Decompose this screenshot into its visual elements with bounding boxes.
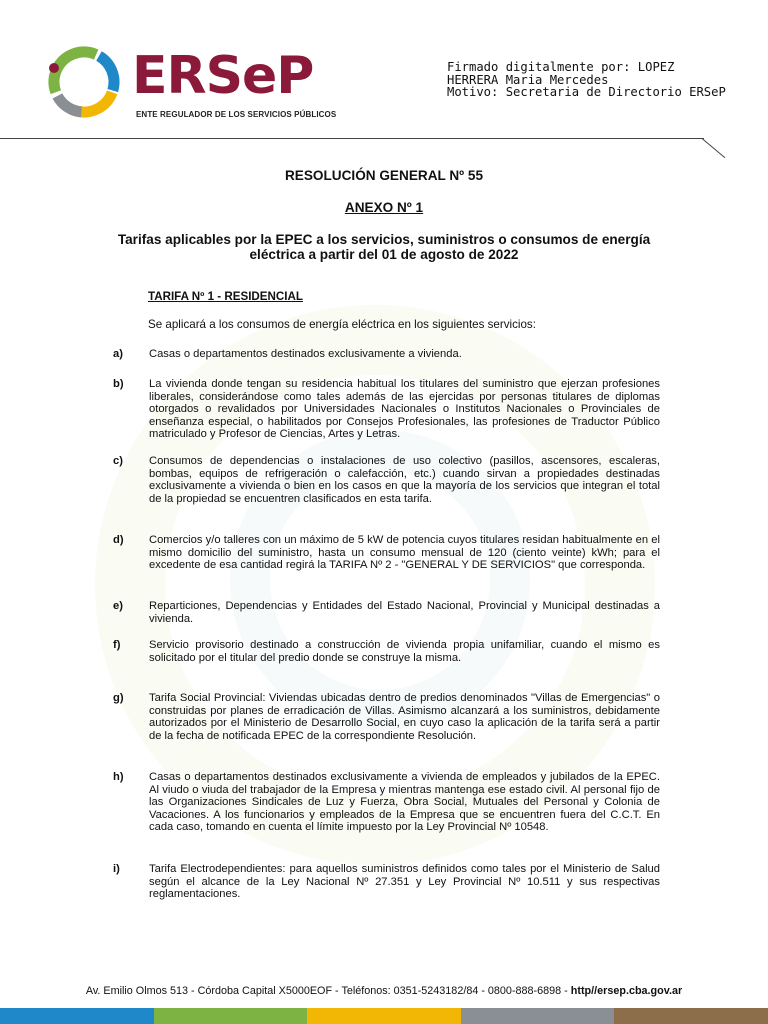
item-text: La vivienda donde tengan su residencia habitual los titulares del suministro que ejerzan profesiones liberales, considerándose como tales además de las ejercidas por personas titulares de diplomas otorgados o revalidados por Universidades Nacionales o Institutos Nacionales o Provinciales de enseñanza especial, o habilitados por Consejos Profesionales, las profesiones de Traductor Público matriculado y Profesor de Ciencias, Artes y Letras. xyxy=(149,378,660,441)
item-letter: e) xyxy=(113,600,123,612)
color-segment xyxy=(0,1008,154,1024)
ersep-logo xyxy=(40,44,337,124)
signature-line: HERRERA Maria Mercedes xyxy=(447,72,609,87)
item-text: Tarifa Social Provincial: Viviendas ubicadas dentro de predios denominados "Villas de Emergencias" o construidas por planes de erradicación de Villas. Asimismo alcanzará a los suministros, debidamente autorizados por el Ministerio de Desarrollo Social, en cuyo caso la aplicación de la tarifa será a partir de la fecha de notificada EPEC de la correspondiente Resolución. xyxy=(149,692,660,742)
item-text: Servicio provisorio destinado a construcción de vivienda propia unifamiliar, cuando el mismo es solicitado por el titular del predio donde se construye la misma. xyxy=(149,639,660,664)
item-text: Casas o departamentos destinados exclusivamente a vivienda de empleados y jubilados de la EPEC. Al viudo o viuda del trabajador de la Empresa y mientras mantenga ese estado civil. Al personal fijo de las Organizaciones Sindicales de Luz y Fuerza, Obra Social, Mutuales del Personal y Colonia de Vacaciones. A los funcionarios y empleados de la Empresa que se encuentren fuera del C.C.T. En cada caso, tomando en cuenta el límite impuesto por la Ley Provincial Nº 10548. xyxy=(149,771,660,834)
footer-address: Av. Emilio Olmos 513 - Córdoba Capital X5000EOF - Teléfonos: 0351-5243182/84 - 0800-888-6898 - xyxy=(85,985,571,997)
tarifa-heading: TARIFA Nº 1 - RESIDENCIAL xyxy=(148,290,303,303)
header-divider xyxy=(0,138,704,139)
logo-wordmark: ERSeP xyxy=(132,46,314,106)
signature-line: Motivo: Secretaria de Directorio ERSeP xyxy=(447,85,726,99)
document-subtitle: Tarifas aplicables por la EPEC a los servicios, suministros o consumos de energía eléctrica a partir del 01 de agosto de 2022 xyxy=(117,232,651,262)
item-letter: g) xyxy=(113,692,124,704)
footer-contact xyxy=(0,985,768,997)
item-letter: a) xyxy=(113,348,123,360)
item-letter: b) xyxy=(113,378,124,390)
item-letter: c) xyxy=(113,455,123,467)
item-letter: d) xyxy=(113,534,124,546)
color-segment xyxy=(461,1008,615,1024)
resolution-title: RESOLUCIÓN GENERAL Nº 55 xyxy=(284,168,484,183)
item-text: Consumos de dependencias o instalaciones de uso colectivo (pasillos, ascensores, escaleras, bombas, equipos de refrigeración o calefacción, etc.) cuando sirvan a propiedades destinadas exclusivamente a vivienda o bien en los casos en que la mayoría de los servicios que integran el total de la propiedad se encuentren clasificados en esta tarifa. xyxy=(149,455,660,505)
logo-emblem-icon xyxy=(40,44,130,120)
item-text: Reparticiones, Dependencias y Entidades del Estado Nacional, Provincial y Municipal destinadas a vivienda. xyxy=(149,600,660,625)
item-text: Tarifa Electrodependientes: para aquellos suministros definidos como tales por el Ministerio de Salud según el alcance de la Ley Nacional Nº 27.351 y Ley Provincial Nº 10.511 y sus respectivas reglamentaciones. xyxy=(149,863,660,901)
item-text: Casas o departamentos destinados exclusivamente a vivienda. xyxy=(149,348,462,360)
signature-line: Firmado digitalmente por: LOPEZ xyxy=(447,60,675,74)
annex-title: ANEXO Nº 1 xyxy=(344,200,424,215)
footer-website-link[interactable]: http//ersep.cba.gov.ar xyxy=(570,985,683,997)
intro-paragraph: Se aplicará a los consumos de energía eléctrica en los siguientes servicios: xyxy=(148,318,536,331)
logo-subtitle: ENTE REGULADOR DE LOS SERVICIOS PÚBLICOS xyxy=(136,110,337,119)
digital-signature xyxy=(447,61,726,99)
footer-color-bar xyxy=(0,1008,768,1024)
color-segment xyxy=(614,1008,768,1024)
header-divider-corner xyxy=(702,138,726,158)
item-text: Comercios y/o talleres con un máximo de 5 kW de potencia cuyos titulares residan habitualmente en el mismo domicilio del suministro, hasta un consumo mensual de 120 (ciento veinte) kWh; para el excedente de esa cantidad regirá la TARIFA Nº 2 - "GENERAL Y DE SERVICIOS" que corresponda. xyxy=(149,534,660,572)
color-segment xyxy=(307,1008,461,1024)
item-letter: i) xyxy=(113,863,120,875)
item-letter: h) xyxy=(113,771,124,783)
item-letter: f) xyxy=(113,639,121,651)
color-segment xyxy=(154,1008,308,1024)
